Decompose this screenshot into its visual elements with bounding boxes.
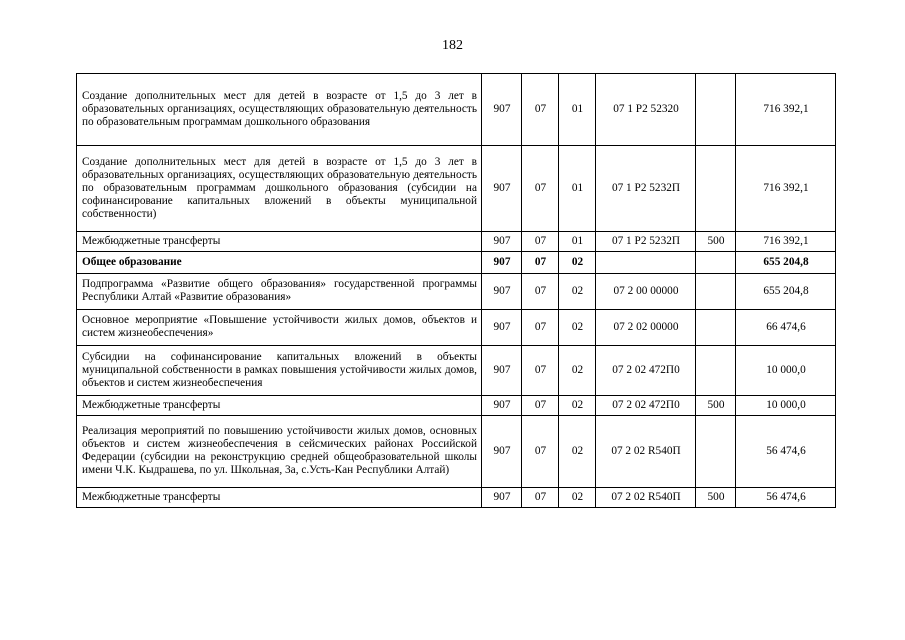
- table-row: [77, 310, 836, 346]
- row-amount: 56 474,6: [736, 416, 836, 488]
- budget-table-body: [77, 74, 836, 508]
- row-subsection: 01: [559, 74, 596, 146]
- row-section: 07: [522, 488, 559, 508]
- row-section: 07: [522, 416, 559, 488]
- row-target-article: 07 1 P2 5232П: [596, 146, 696, 232]
- row-name: Подпрограмма «Развитие общего образования» государственной программы Республики Алтай «Развитие образования»: [77, 274, 482, 310]
- row-target-article: [596, 252, 696, 274]
- row-name: Создание дополнительных мест для детей в возрасте от 1,5 до 3 лет в образовательных организациях, осуществляющих образовательную деятельность по образовательным программам дошкольного образования: [77, 74, 482, 146]
- row-subsection: 02: [559, 488, 596, 508]
- table-row: [77, 252, 836, 274]
- table-row: [77, 346, 836, 396]
- row-expense-type: 500: [696, 232, 736, 252]
- table-row: [77, 146, 836, 232]
- row-grbs: 907: [482, 310, 522, 346]
- row-grbs: 907: [482, 274, 522, 310]
- row-target-article: 07 2 02 R540П: [596, 416, 696, 488]
- row-subsection: 02: [559, 310, 596, 346]
- row-name: Межбюджетные трансферты: [77, 488, 482, 508]
- row-subsection: 02: [559, 252, 596, 274]
- row-subsection: 01: [559, 232, 596, 252]
- table-row: [77, 396, 836, 416]
- row-target-article: 07 2 02 00000: [596, 310, 696, 346]
- row-section: 07: [522, 232, 559, 252]
- row-expense-type: [696, 416, 736, 488]
- row-amount: 10 000,0: [736, 346, 836, 396]
- row-grbs: 907: [482, 252, 522, 274]
- budget-table: [76, 73, 836, 508]
- row-name: Создание дополнительных мест для детей в возрасте от 1,5 до 3 лет в образовательных организациях, осуществляющих образовательную деятельность по образовательным программам дошкольного образования (субсидии на софинансирование капитальных вложений в объекты муниципальной собственности): [77, 146, 482, 232]
- row-amount: 56 474,6: [736, 488, 836, 508]
- row-grbs: 907: [482, 232, 522, 252]
- page-number: 182: [442, 38, 463, 53]
- row-grbs: 907: [482, 74, 522, 146]
- row-grbs: 907: [482, 396, 522, 416]
- row-subsection: 01: [559, 146, 596, 232]
- row-subsection: 02: [559, 416, 596, 488]
- row-subsection: 02: [559, 396, 596, 416]
- row-subsection: 02: [559, 346, 596, 396]
- row-section: 07: [522, 346, 559, 396]
- row-grbs: 907: [482, 416, 522, 488]
- row-section: 07: [522, 396, 559, 416]
- row-grbs: 907: [482, 346, 522, 396]
- row-amount: 655 204,8: [736, 274, 836, 310]
- row-section: 07: [522, 310, 559, 346]
- row-expense-type: [696, 146, 736, 232]
- row-expense-type: [696, 74, 736, 146]
- row-amount: 66 474,6: [736, 310, 836, 346]
- row-section: 07: [522, 252, 559, 274]
- table-row: [77, 416, 836, 488]
- row-target-article: 07 2 02 472П0: [596, 396, 696, 416]
- row-target-article: 07 2 02 472П0: [596, 346, 696, 396]
- row-name: Межбюджетные трансферты: [77, 396, 482, 416]
- row-name: Общее образование: [77, 252, 482, 274]
- row-amount: 716 392,1: [736, 74, 836, 146]
- row-expense-type: [696, 274, 736, 310]
- table-row: [77, 274, 836, 310]
- row-amount: 655 204,8: [736, 252, 836, 274]
- row-amount: 716 392,1: [736, 146, 836, 232]
- row-amount: 10 000,0: [736, 396, 836, 416]
- row-expense-type: 500: [696, 488, 736, 508]
- row-grbs: 907: [482, 488, 522, 508]
- row-amount: 716 392,1: [736, 232, 836, 252]
- row-subsection: 02: [559, 274, 596, 310]
- table-row: [77, 74, 836, 146]
- row-target-article: 07 1 P2 52320: [596, 74, 696, 146]
- row-expense-type: [696, 310, 736, 346]
- row-name: Реализация мероприятий по повышению устойчивости жилых домов, основных объектов и систем жизнеобеспечения в сейсмических районах Российской Федерации (субсидии на реконструкцию средней общеобразовательной школы имени Ч.К. Кыдрашева, по ул. Школьная, 3а, с.Усть-Кан Республики Алтай): [77, 416, 482, 488]
- row-section: 07: [522, 74, 559, 146]
- table-row: [77, 232, 836, 252]
- row-target-article: 07 1 P2 5232П: [596, 232, 696, 252]
- row-expense-type: 500: [696, 396, 736, 416]
- row-expense-type: [696, 346, 736, 396]
- table-row: [77, 488, 836, 508]
- row-grbs: 907: [482, 146, 522, 232]
- row-name: Межбюджетные трансферты: [77, 232, 482, 252]
- row-section: 07: [522, 146, 559, 232]
- row-expense-type: [696, 252, 736, 274]
- row-target-article: 07 2 02 R540П: [596, 488, 696, 508]
- row-target-article: 07 2 00 00000: [596, 274, 696, 310]
- row-name: Основное мероприятие «Повышение устойчивости жилых домов, объектов и систем жизнеобеспечения»: [77, 310, 482, 346]
- row-section: 07: [522, 274, 559, 310]
- row-name: Субсидии на софинансирование капитальных вложений в объекты муниципальной собственности в рамках повышения устойчивости жилых домов, объектов и систем жизнеобеспечения: [77, 346, 482, 396]
